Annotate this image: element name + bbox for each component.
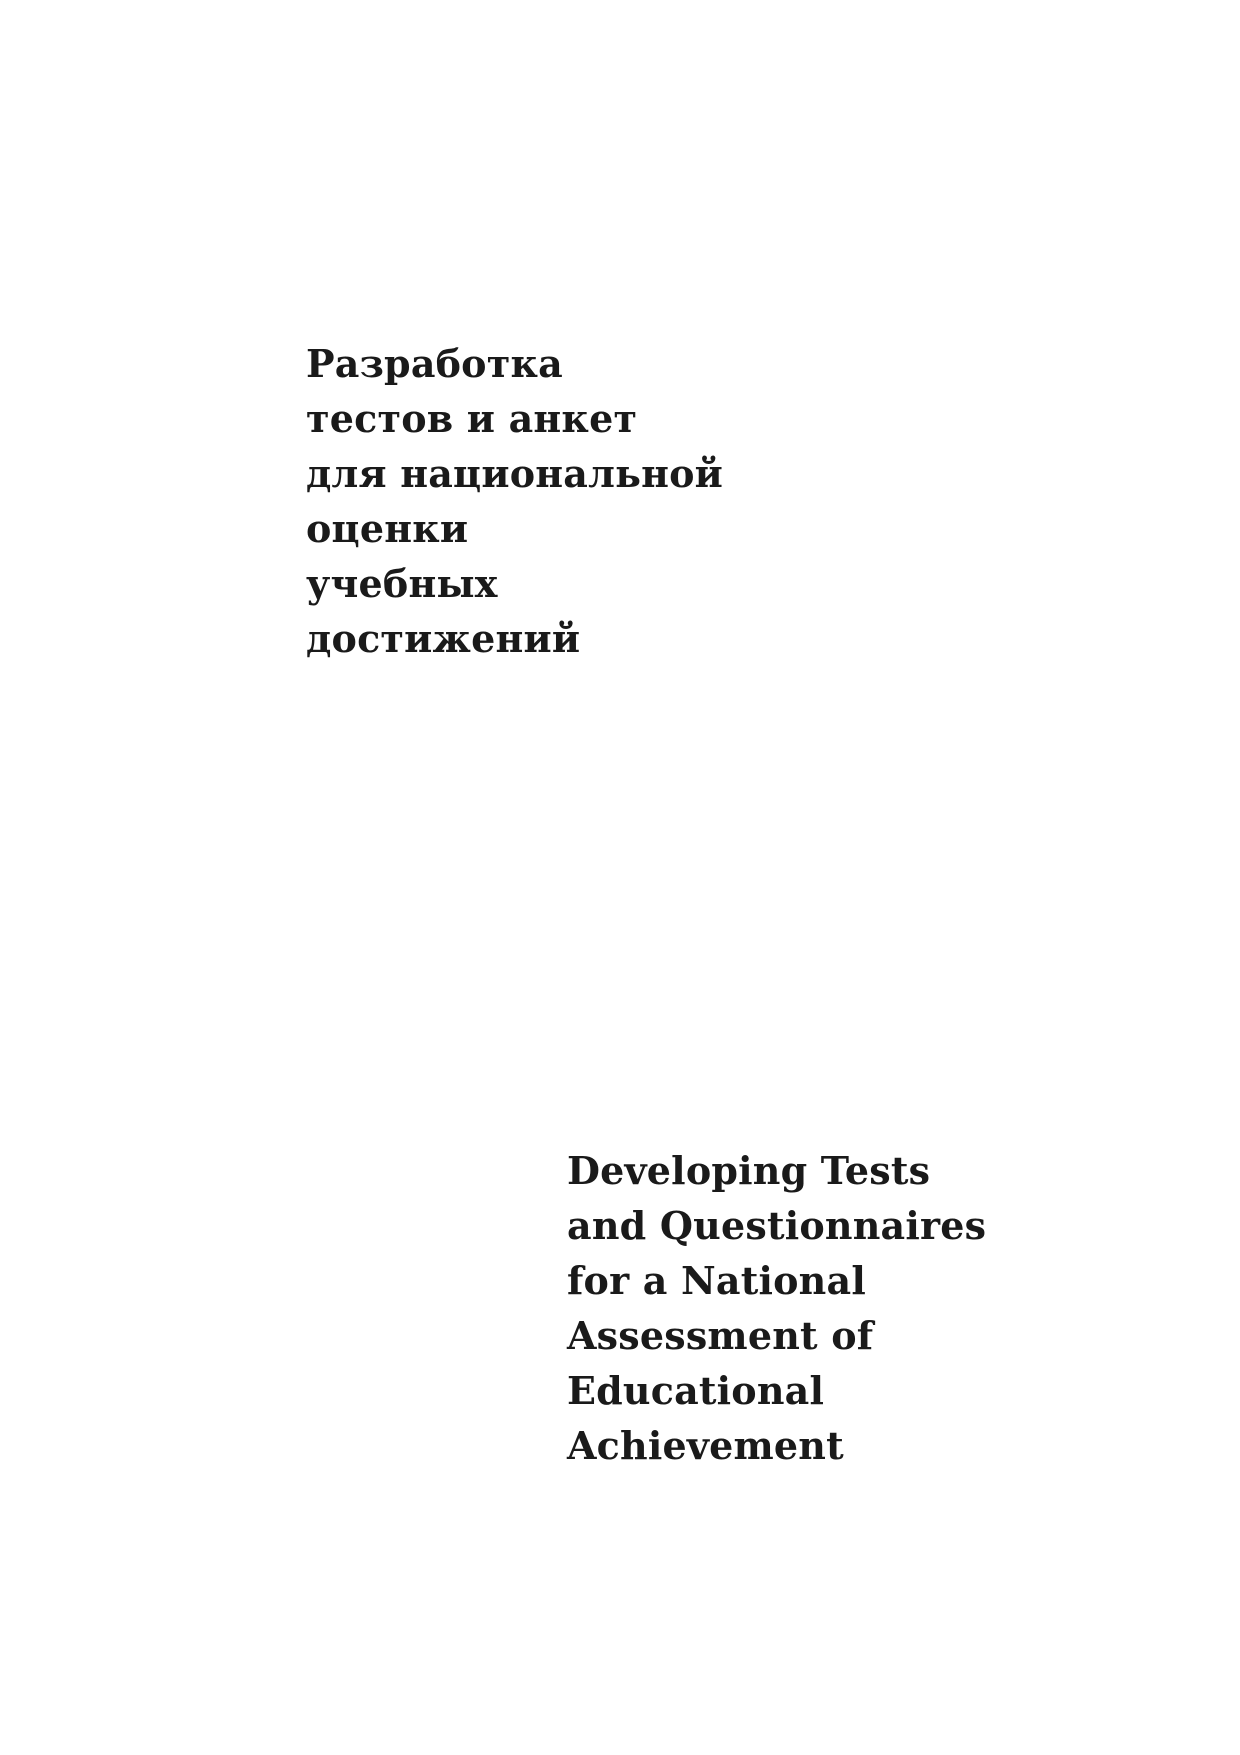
russian-title-line-2: тестов и анкет	[306, 396, 638, 441]
english-title-line-3: for a National	[567, 1258, 866, 1303]
russian-title-line-6: достижений	[306, 616, 581, 661]
english-title	[567, 1143, 986, 1473]
english-title-line-1: Developing Tests	[567, 1148, 931, 1193]
russian-title-line-5: учебных	[306, 561, 498, 606]
english-title-line-6: Achievement	[567, 1423, 844, 1468]
english-title-line-5: Educational	[567, 1368, 825, 1413]
russian-title-line-4: оценки	[306, 506, 469, 551]
russian-title	[306, 336, 723, 666]
russian-title-line-1: Разработка	[306, 341, 563, 386]
english-title-line-2: and Questionnaires	[567, 1203, 987, 1248]
russian-title-line-3: для национальной	[306, 451, 724, 496]
english-title-line-4: Assessment of	[567, 1313, 874, 1358]
